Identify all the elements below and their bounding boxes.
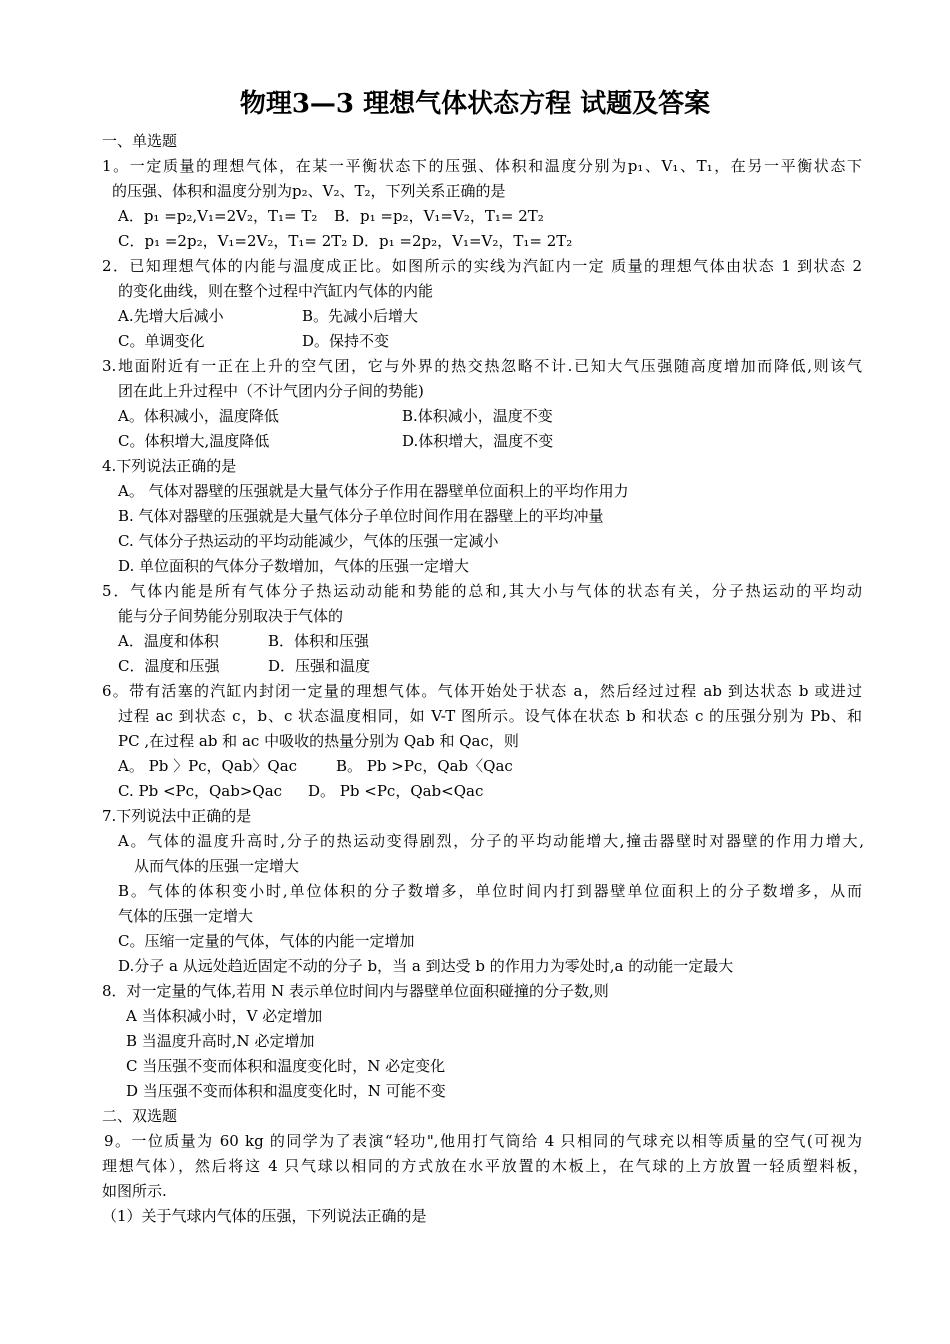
q8-option-c: C 当压强不变而体积和温度变化时，N 必定变化 bbox=[126, 1057, 446, 1075]
q9-stem-line2: 理想气体），然后将这 4 只气球以相同的方式放在水平放置的木板上，在气球的上方放置一轻质塑料板， bbox=[102, 1157, 868, 1175]
q7-option-b-line2: 气体的压强一定增大 bbox=[118, 907, 254, 925]
q6-option-b: B。 Pb >Pc，Qab〈Qac bbox=[336, 757, 513, 775]
q6-stem-line1: 6。带有活塞的汽缸内封闭一定量的理想气体。气体开始处于状态 a，然后经过过程 ab 到达状态 b 或进过 bbox=[102, 682, 862, 700]
q7-option-b-line1: B。气体的体积变小时,单位体积的分子数增多，单位时间内打到器壁单位面积上的分子数增多，从而 bbox=[118, 882, 862, 900]
q2-option-a: A.先增大后减小 bbox=[118, 307, 224, 325]
q4-option-a: A。 气体对器壁的压强就是大量气体分子作用在器壁单位面积上的平均作用力 bbox=[118, 482, 629, 500]
q7-option-a-line2: 从而气体的压强一定增大 bbox=[134, 857, 300, 875]
q5-option-c: C．温度和压强 bbox=[118, 657, 220, 675]
q3-option-c: C。体积增大,温度降低 bbox=[118, 432, 270, 450]
q2-option-c: C。单调变化 bbox=[118, 332, 205, 350]
q4-option-b: B. 气体对器壁的压强就是大量气体分子单位时间作用在器壁上的平均冲量 bbox=[118, 507, 604, 525]
section-heading-double: 二、双选题 bbox=[102, 1107, 178, 1125]
q7-option-a-line1: A。气体的温度升高时,分子的热运动变得剧烈，分子的平均动能增大,撞击器壁时对器壁的作用力增大, bbox=[118, 832, 864, 850]
q1-option-a: A．p₁ =p₂,V₁=2V₂，T₁= T₂ bbox=[118, 207, 318, 225]
q5-stem-line1: 5．气体内能是所有气体分子热运动动能和势能的总和,其大小与气体的状态有关，分子热运动的平均动 bbox=[102, 582, 862, 600]
q9-subquestion-1: （1）关于气球内气体的压强，下列说法正确的是 bbox=[102, 1207, 427, 1225]
q5-option-d: D．压强和温度 bbox=[268, 657, 371, 675]
q2-stem-line2: 的变化曲线，则在整个过程中汽缸内气体的内能 bbox=[118, 282, 434, 300]
q6-stem-line2: 过程 ac 到状态 c，b、c 状态温度相同，如 V-T 图所示。设气体在状态 b 和状态 c 的压强分别为 Pb、和 bbox=[118, 707, 862, 725]
q3-stem-line2: 团在此上升过程中（不计气团内分子间的势能) bbox=[118, 382, 424, 400]
q1-option-d: D．p₁ =2p₂，V₁=V₂，T₁= 2T₂ bbox=[352, 232, 573, 250]
q8-option-d: D 当压强不变而体积和温度变化时，N 可能不变 bbox=[126, 1082, 446, 1100]
q6-option-d: D。 Pb <Pc，Qab<Qac bbox=[308, 782, 484, 800]
q8-option-a: A 当体积减小时，V 必定增加 bbox=[126, 1007, 323, 1025]
q5-option-b: B．体积和压强 bbox=[268, 632, 370, 650]
q3-option-d: D.体积增大，温度不变 bbox=[402, 432, 554, 450]
q7-option-d: D.分子 a 从远处趋近固定不动的分子 b，当 a 到达受 b 的作用力为零处时,a 的动能一定最大 bbox=[118, 957, 734, 975]
q8-stem: 8．对一定量的气体,若用 N 表示单位时间内与器壁单位面积碰撞的分子数,则 bbox=[102, 982, 609, 1000]
q2-stem-line1: 2．已知理想气体的内能与温度成正比。如图所示的实线为汽缸内一定 质量的理想气体由状态 1 到状态 2 bbox=[102, 257, 862, 275]
q7-option-c: C。压缩一定量的气体，气体的内能一定增加 bbox=[118, 932, 415, 950]
q9-stem-line1: 9。一位质量为 60 kg 的同学为了表演“轻功",他用打气筒给 4 只相同的气球充以相等质量的空气(可视为 bbox=[104, 1132, 862, 1150]
q7-stem: 7.下列说法中正确的是 bbox=[102, 807, 252, 825]
q1-stem-line1: 1。一定质量的理想气体，在某一平衡状态下的压强、体积和温度分别为p₁、V₁、T₁，在另一平衡状态下 bbox=[102, 157, 862, 175]
q5-option-a: A．温度和体积 bbox=[118, 632, 219, 650]
q6-option-c: C. Pb <Pc，Qab>Qac bbox=[118, 782, 283, 800]
q4-option-c: C. 气体分子热运动的平均动能减少，气体的压强一定减小 bbox=[118, 532, 499, 550]
q4-option-d: D. 单位面积的气体分子数增加，气体的压强一定增大 bbox=[118, 557, 470, 575]
q1-stem-line2: 的压强、体积和温度分别为p₂、V₂、T₂，下列关系正确的是 bbox=[112, 182, 506, 200]
q3-option-a: A。体积减小，温度降低 bbox=[118, 407, 279, 425]
q2-option-b: B。先减小后增大 bbox=[302, 307, 419, 325]
q3-option-b: B.体积减小，温度不变 bbox=[402, 407, 553, 425]
q1-option-c: C．p₁ =2p₂，V₁=2V₂，T₁= 2T₂ bbox=[118, 232, 348, 250]
q6-stem-line3: PC ,在过程 ab 和 ac 中吸收的热量分别为 Qab 和 Qac，则 bbox=[118, 732, 519, 750]
q8-option-b: B 当温度升高时,N 必定增加 bbox=[126, 1032, 315, 1050]
q4-stem: 4.下列说法正确的是 bbox=[102, 457, 237, 475]
section-heading-single: 一、单选题 bbox=[102, 132, 178, 150]
page-title: 物理3—3 理想气体状态方程 试题及答案 bbox=[239, 89, 711, 119]
q5-stem-line2: 能与分子间势能分别取决于气体的 bbox=[118, 607, 344, 625]
q2-option-d: D。保持不变 bbox=[302, 332, 390, 350]
q1-option-b: B．p₁ =p₂，V₁=V₂，T₁= 2T₂ bbox=[334, 207, 544, 225]
q3-stem-line1: 3.地面附近有一正在上升的空气团，它与外界的热交热忽略不计.已知大气压强随高度增加而降低,则该气 bbox=[102, 357, 862, 375]
q9-stem-line3: 如图所示. bbox=[102, 1182, 167, 1200]
q6-option-a: A。 Pb 〉Pc，Qab〉Qac bbox=[118, 757, 298, 775]
